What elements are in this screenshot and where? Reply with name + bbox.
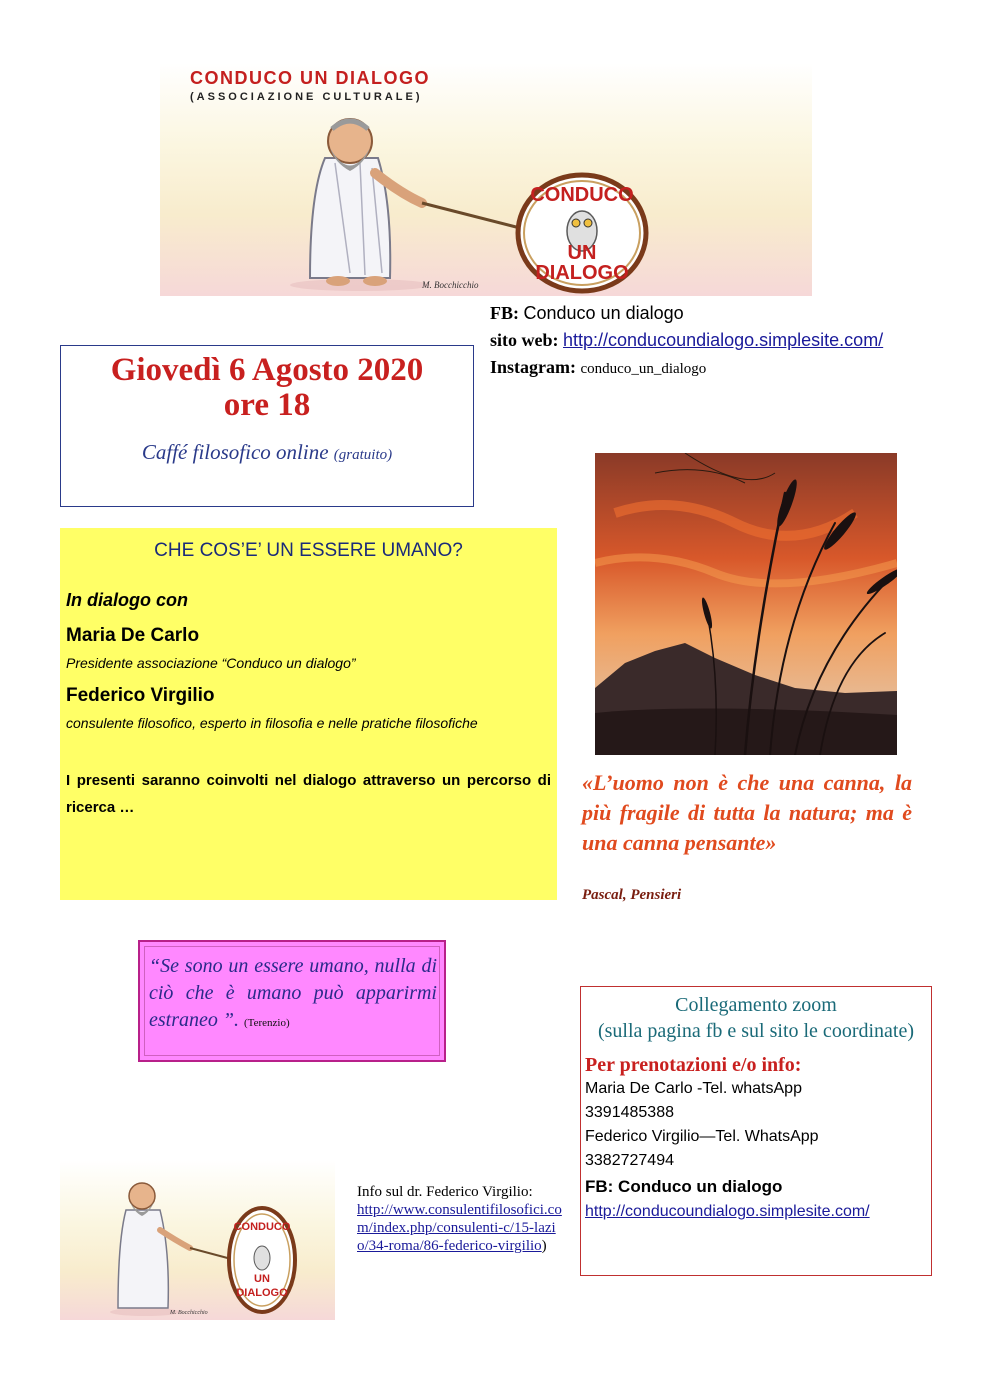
site-link-bottom[interactable]: http://conducoundialogo.simplesite.com/: [585, 1203, 870, 1220]
site-link[interactable]: http://conducoundialogo.simplesite.com/: [563, 330, 884, 350]
site-row: [490, 327, 883, 354]
contact2: Federico Virgilio—Tel. WhatsApp: [585, 1128, 819, 1145]
event-date: Giovedì 6 Agosto 2020: [110, 352, 424, 388]
zoom-title-line1: Collegamento zoom: [675, 994, 837, 1016]
association-title: CONDUCO UN DIALOGO: [190, 68, 430, 88]
instagram-row: [490, 354, 883, 383]
bottom-illustration: [60, 1160, 335, 1320]
pascal-quote: «L’uomo non è che una canna, la più fragile di tutta la natura; ma è una canna pensante»: [582, 770, 912, 855]
info-label: Info sul dr. Federico Virgilio:: [357, 1184, 533, 1200]
speaker2-role: consulente filosofico, esperto in filosofia e nelle pratiche filosofiche: [66, 715, 478, 731]
topic-box: [60, 528, 557, 900]
badge-line2: UN: [567, 242, 597, 264]
booking-title: Per prenotazioni e/o info:: [585, 1054, 802, 1076]
socrates-small-illustration: [60, 1160, 335, 1320]
small-badge-line2: UN: [254, 1273, 270, 1285]
instagram-value: conduco_un_dialogo: [580, 361, 707, 377]
info-block: [357, 1183, 567, 1255]
social-links: [490, 300, 883, 383]
zoom-title-line2: (sulla pagina fb e sul sito le coordinate): [597, 1020, 914, 1042]
fb-value: Conduco un dialogo: [523, 303, 684, 323]
terenzio-author: (Terenzio): [244, 1017, 290, 1029]
signature: M. Bocchicchio: [422, 280, 479, 290]
site-label: sito web:: [490, 330, 559, 350]
zoom-info-box: [580, 986, 932, 1276]
fb-bottom: FB: Conduco un dialogo: [585, 1177, 783, 1196]
dialog-with-label: In dialogo con: [66, 590, 188, 610]
phone1: 3391485388: [585, 1104, 674, 1121]
terenzio-quote-box: [138, 940, 446, 1062]
info-closing: ): [541, 1238, 547, 1254]
speaker1-name: Maria De Carlo: [66, 625, 200, 646]
terenzio-quote-text: “Se sono un essere umano, nulla di ciò che è umano può apparirmi estraneo ”.: [149, 955, 437, 1031]
speaker2-name: Federico Virgilio: [66, 685, 215, 706]
zoom-title: [581, 992, 931, 1044]
fb-row: [490, 300, 883, 327]
instagram-label: Instagram:: [490, 357, 576, 377]
terenzio-quote: [149, 953, 437, 1037]
association-subtitle: (ASSOCIAZIONE CULTURALE): [190, 91, 423, 103]
speaker1-role: Presidente associazione “Conduco un dialogo”: [66, 655, 356, 671]
phone2: 3382727494: [585, 1152, 674, 1169]
event-time: ore 18: [223, 387, 311, 423]
contact1: Maria De Carlo -Tel. whatsApp: [585, 1080, 802, 1097]
topic-description: I presenti saranno coinvolti nel dialogo attraverso un percorso di ricerca …: [66, 772, 551, 816]
sunset-reeds-photo: [595, 453, 897, 755]
event-price-note: (gratuito): [333, 447, 393, 463]
event-type: [61, 440, 473, 465]
event-date-box: [60, 345, 474, 507]
badge-line3: DIALOGO: [535, 262, 629, 284]
small-badge-line3: DIALOGO: [236, 1287, 288, 1299]
pascal-source: Pascal, Pensieri: [582, 887, 682, 903]
topic-title: CHE COS’E’ UN ESSERE UMANO?: [154, 540, 463, 561]
small-badge-line1: CONDUCO: [233, 1221, 291, 1233]
header-illustration: [160, 63, 812, 296]
fb-label: FB:: [490, 303, 519, 323]
info-link[interactable]: http://www.consulentifilosofici.com/index.php/consulenti-c/15-lazio/34-roma/86-federico-virgilio: [357, 1202, 562, 1254]
badge-line1: CONDUCO: [530, 184, 634, 206]
event-type-label: Caffé filosofico online: [141, 440, 329, 464]
small-signature: M. Bocchicchio: [170, 1310, 208, 1316]
